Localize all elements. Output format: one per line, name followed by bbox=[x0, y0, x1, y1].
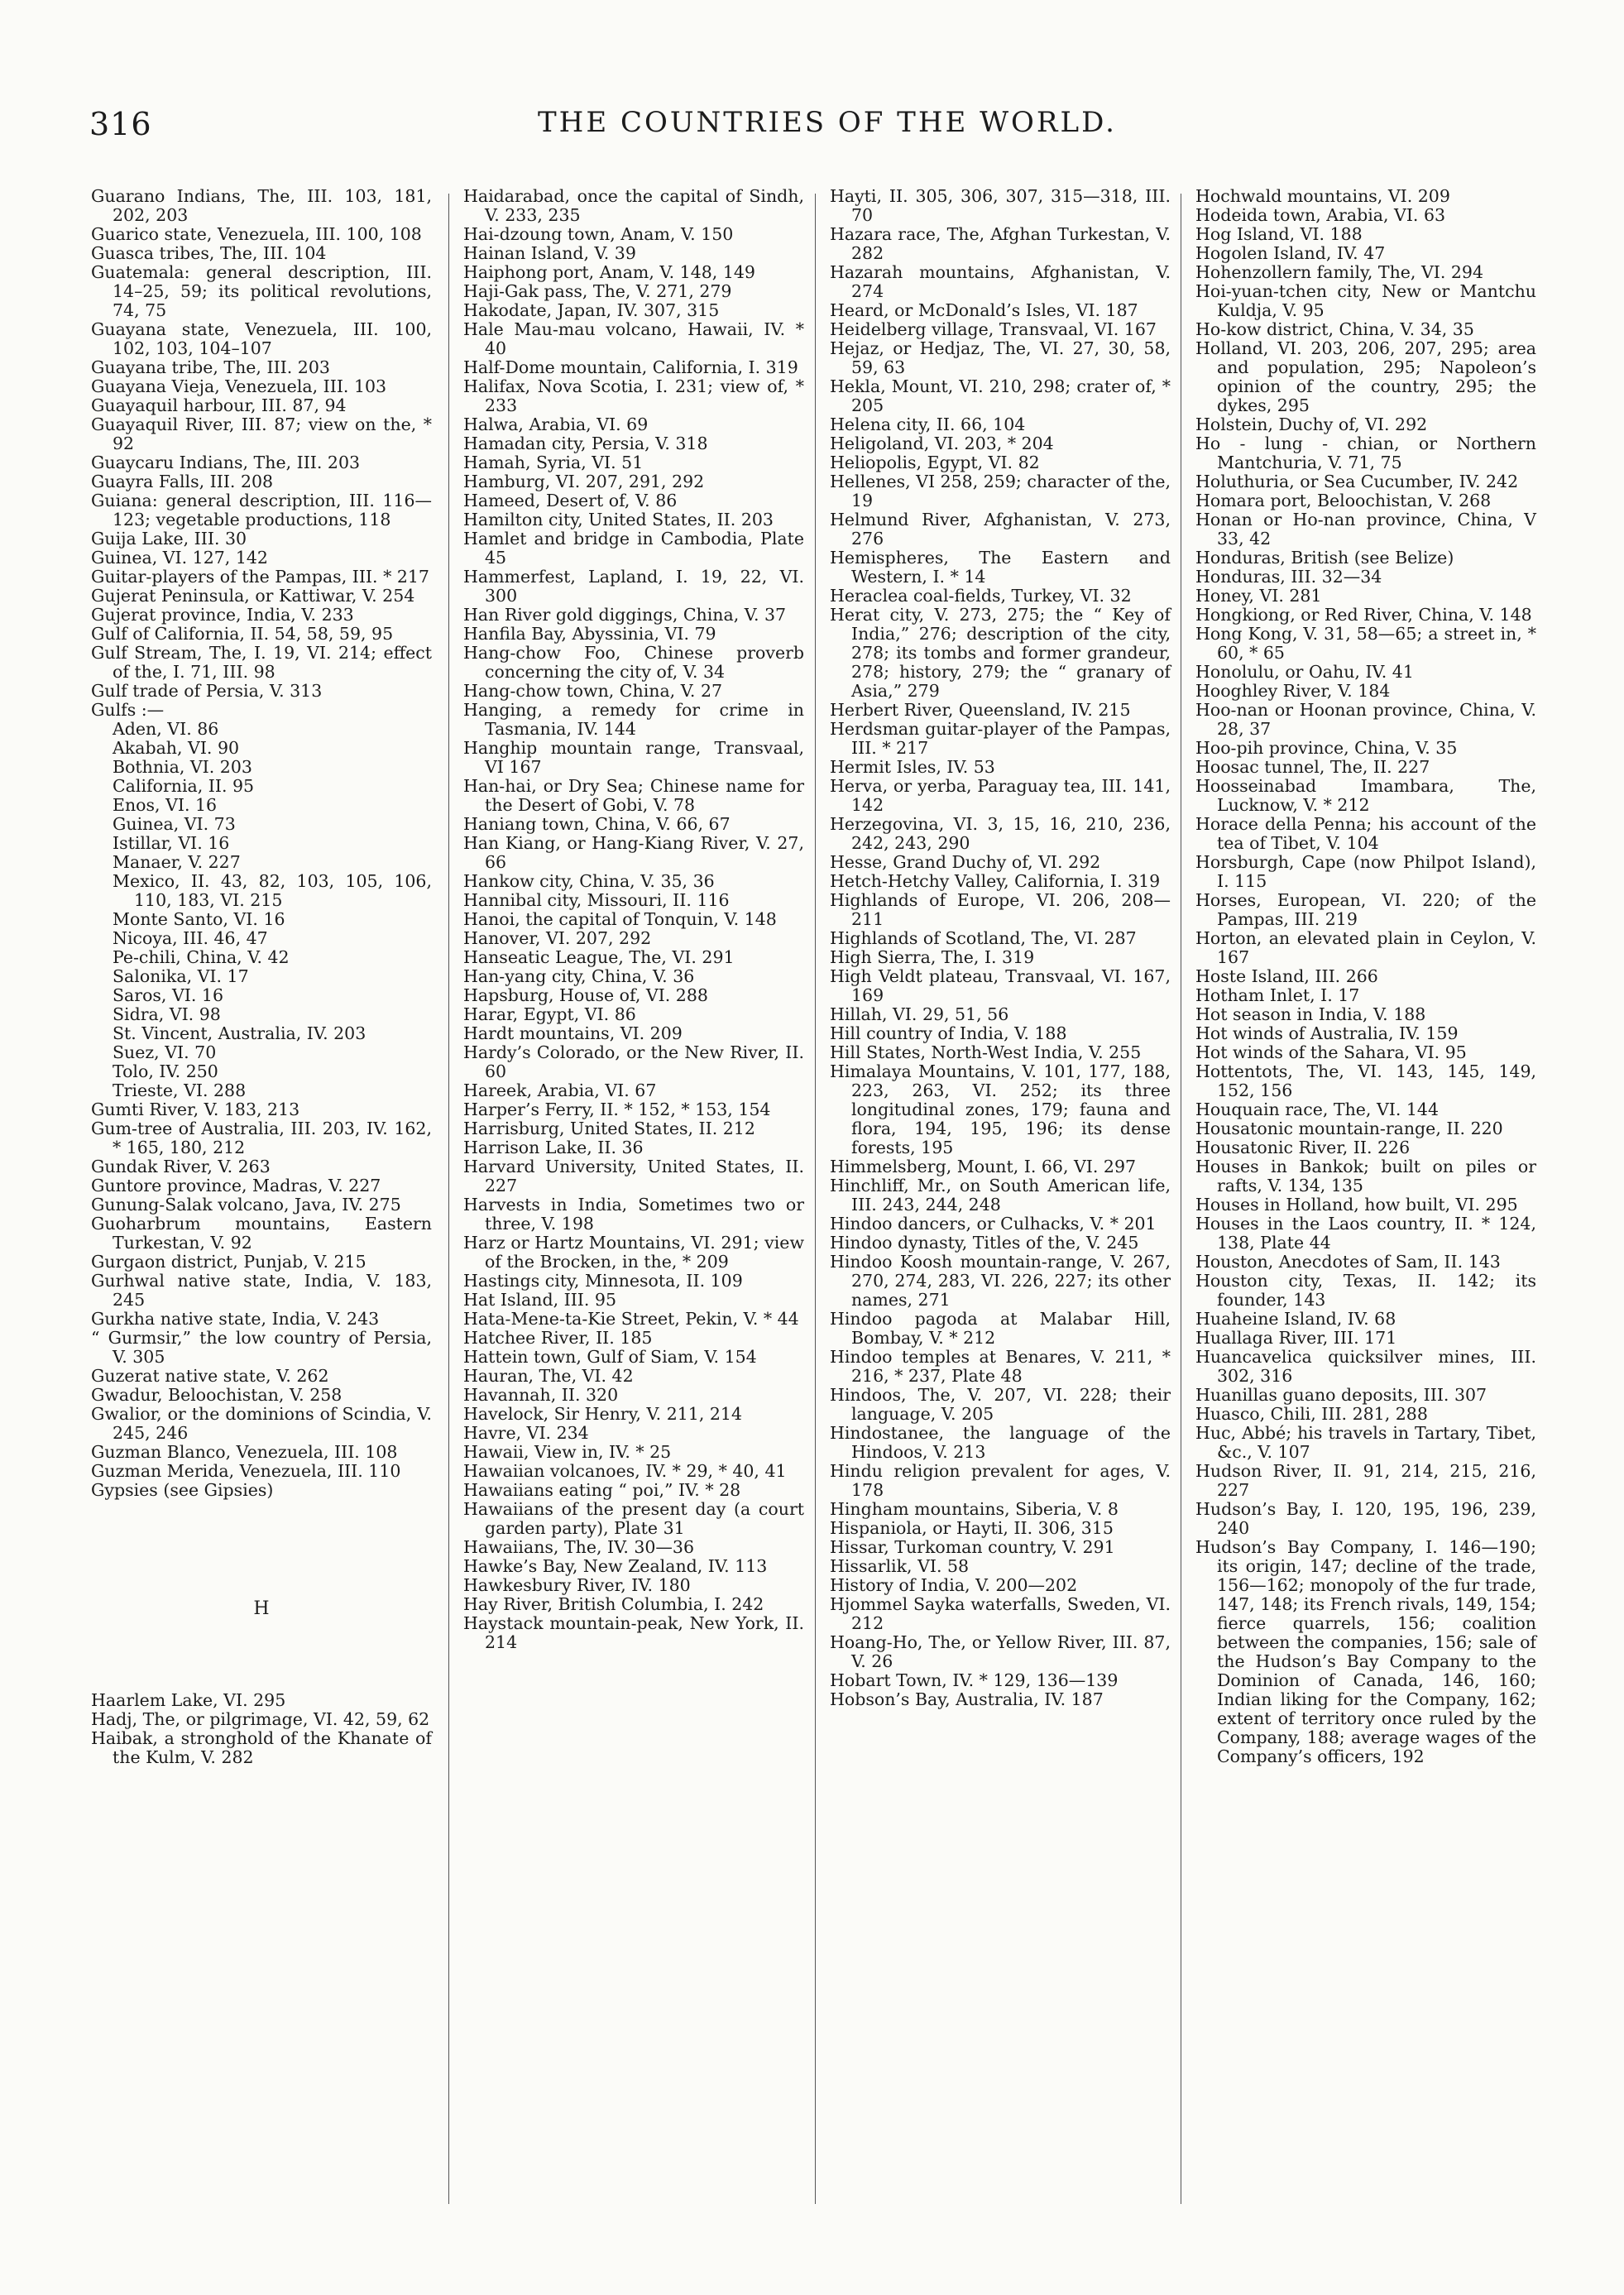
index-entry: Hanseatic League, The, VI. 291 bbox=[463, 947, 735, 967]
index-entry: Herat city, V. 273, 275; the “ Key of India,” 276; description of the city, 278; its tombs and former grandeur, 278; history, 279; the “ granary of Asia,” 279 bbox=[830, 605, 1171, 701]
index-entry: Helmund River, Afghanistan, V. 273, 276 bbox=[830, 510, 1171, 549]
index-entry: Herzegovina, VI. 3, 15, 16, 210, 236, 242, 243, 290 bbox=[830, 814, 1171, 853]
index-entry: Hanoi, the capital of Tonquin, V. 148 bbox=[463, 909, 777, 929]
index-entry: Guzman Blanco, Venezuela, III. 108 bbox=[91, 1442, 398, 1462]
index-entry: Hang-chow town, China, V. 27 bbox=[463, 681, 723, 701]
index-entry: Enos, VI. 16 bbox=[113, 795, 218, 815]
index-entry: Hata-Mene-ta-Kie Street, Pekin, V. * 44 bbox=[463, 1309, 799, 1329]
index-entry: Akabah, VI. 90 bbox=[113, 738, 240, 758]
index-entry: Hong Kong, V. 31, 58—65; a street in, * 60, * 65 bbox=[1195, 624, 1536, 663]
index-entry: Holland, VI. 203, 206, 207, 295; area and population, 295; Napoleon’s opinion of the country, 295; the dykes, 295 bbox=[1195, 338, 1536, 415]
index-entry: Hotham Inlet, I. 17 bbox=[1195, 985, 1360, 1005]
index-entry: Tolo, IV. 250 bbox=[113, 1061, 218, 1081]
index-entry: Sidra, VI. 98 bbox=[113, 1004, 221, 1024]
index-entry: Hillah, VI. 29, 51, 56 bbox=[830, 1004, 1009, 1024]
index-entry: Heraclea coal-fields, Turkey, VI. 32 bbox=[830, 586, 1132, 606]
index-entry: Han-hai, or Dry Sea; Chinese name for the Desert of Gobi, V. 78 bbox=[463, 776, 804, 815]
index-entries bbox=[1195, 187, 1536, 1766]
index-entry: Ho - lung - chian, or Northern Mantchuria, V. 71, 75 bbox=[1195, 434, 1536, 472]
index-entry: Guaycaru Indians, The, III. 203 bbox=[91, 453, 361, 472]
index-entry: Hissarlik, VI. 58 bbox=[830, 1556, 970, 1576]
index-entry: Houses in Bankok; built on piles or rafts, V. 134, 135 bbox=[1195, 1157, 1536, 1195]
index-columns bbox=[91, 187, 1547, 2255]
index-entry: Hannibal city, Missouri, II. 116 bbox=[463, 890, 730, 910]
index-entry: Hindoos, The, V. 207, VI. 228; their language, V. 205 bbox=[830, 1385, 1171, 1424]
index-entry: Himalaya Mountains, V. 101, 177, 188, 223, 263, VI. 252; its three longitudinal zones, 179; fauna and flora, 194, 195, 196; its dense forests, 195 bbox=[830, 1061, 1171, 1157]
index-entry: Highlands of Scotland, The, VI. 287 bbox=[830, 928, 1137, 948]
index-entry: Hodeida town, Arabia, VI. 63 bbox=[1195, 205, 1446, 225]
index-entry: Trieste, VI. 288 bbox=[113, 1080, 247, 1100]
index-entry: Hoosac tunnel, The, II. 227 bbox=[1195, 757, 1430, 777]
index-entry: Guiana: general description, III. 116—123; vegetable productions, 118 bbox=[91, 491, 432, 529]
index-entry: Hazara race, The, Afghan Turkestan, V. 282 bbox=[830, 224, 1171, 263]
index-entry: Salonika, VI. 17 bbox=[113, 966, 249, 986]
index-entry: Hetch-Hetchy Valley, California, I. 319 bbox=[830, 871, 1161, 891]
index-entry: Hemispheres, The Eastern and Western, I. * 14 bbox=[830, 548, 1171, 587]
index-entry: Hot season in India, V. 188 bbox=[1195, 1004, 1426, 1024]
index-entry: Gypsies (see Gipsies) bbox=[91, 1480, 274, 1500]
index-entry: Hermit Isles, IV. 53 bbox=[830, 757, 995, 777]
index-entry: Haiphong port, Anam, V. 148, 149 bbox=[463, 262, 755, 282]
index-entry: Hoi-yuan-tchen city, New or Mantchu Kuldja, V. 95 bbox=[1195, 281, 1536, 320]
index-entry: Aden, VI. 86 bbox=[113, 719, 219, 739]
index-entry: Huancavelica quicksilver mines, III. 302, 316 bbox=[1195, 1347, 1536, 1386]
index-entry: Harrison Lake, II. 36 bbox=[463, 1138, 644, 1157]
index-entry: Huasco, Chili, III. 281, 288 bbox=[1195, 1404, 1428, 1424]
index-entry: Horses, European, VI. 220; of the Pampas, III. 219 bbox=[1195, 890, 1536, 929]
index-entry: Hang-chow Foo, Chinese proverb concerning the city of, V. 34 bbox=[463, 643, 804, 682]
index-entry: Hazarah mountains, Afghanistan, V. 274 bbox=[830, 262, 1171, 301]
index-entry: Hinchliff, Mr., on South American life, III. 243, 244, 248 bbox=[830, 1176, 1171, 1215]
index-entry: Hindoo dancers, or Culhacks, V. * 201 bbox=[830, 1214, 1157, 1234]
index-entry: Gum-tree of Australia, III. 203, IV. 162, * 165, 180, 212 bbox=[91, 1119, 432, 1157]
index-entry: Huanillas guano deposits, III. 307 bbox=[1195, 1385, 1487, 1405]
index-entry: Hale Mau-mau volcano, Hawaii, IV. * 40 bbox=[463, 319, 804, 358]
index-entry: Hawke’s Bay, New Zealand, IV. 113 bbox=[463, 1556, 768, 1576]
index-entry: Hindoo Koosh mountain-range, V. 267, 270, 274, 283, VI. 226, 227; its other names, 271 bbox=[830, 1252, 1171, 1310]
index-entry: Hindoo temples at Benares, V. 211, * 216, * 237, Plate 48 bbox=[830, 1347, 1171, 1386]
index-entry: Hoosseinabad Imambara, The, Lucknow, V. * 212 bbox=[1195, 776, 1536, 815]
index-entry: Heliopolis, Egypt, VI. 82 bbox=[830, 453, 1040, 472]
index-entry: Huallaga River, III. 171 bbox=[1195, 1328, 1397, 1348]
index-entries bbox=[463, 187, 804, 1652]
index-entry: Guatemala: general description, III. 14–25, 59; its political revolutions, 74, 75 bbox=[91, 262, 432, 320]
index-entry: Harvests in India, Sometimes two or three, V. 198 bbox=[463, 1195, 804, 1234]
index-entry: Hongkiong, or Red River, China, V. 148 bbox=[1195, 605, 1532, 625]
index-entry: Guinea, VI. 73 bbox=[113, 814, 236, 834]
index-entry: Hindostanee, the language of the Hindoos, V. 213 bbox=[830, 1423, 1171, 1462]
index-entry: Gulfs :— bbox=[91, 700, 165, 720]
index-entry: Haji-Gak pass, The, V. 271, 279 bbox=[463, 281, 732, 301]
index-entry: Hammerfest, Lapland, I. 19, 22, VI. 300 bbox=[463, 567, 804, 606]
index-entry: Himmelsberg, Mount, I. 66, VI. 297 bbox=[830, 1157, 1137, 1176]
index-entry: Havannah, II. 320 bbox=[463, 1385, 619, 1405]
index-entry: Holuthuria, or Sea Cucumber, IV. 242 bbox=[1195, 472, 1519, 491]
index-entry: Han-yang city, China, V. 36 bbox=[463, 966, 695, 986]
index-entry: Gwalior, or the dominions of Scindia, V. 245, 246 bbox=[91, 1404, 432, 1443]
index-entry: Bothnia, VI. 203 bbox=[113, 757, 252, 777]
index-entries bbox=[830, 187, 1171, 1709]
index-entry: Harvard University, United States, II. 227 bbox=[463, 1157, 804, 1195]
index-entry: Hill States, North-West India, V. 255 bbox=[830, 1042, 1142, 1062]
index-entry: Honduras, British (see Belize) bbox=[1195, 548, 1454, 568]
index-entry: Guayana tribe, The, III. 203 bbox=[91, 357, 330, 377]
index-entry: Horace della Penna; his account of the tea of Tibet, V. 104 bbox=[1195, 814, 1536, 853]
index-entry: Hamadan city, Persia, V. 318 bbox=[463, 434, 708, 453]
index-entry: Houses in Holland, how built, VI. 295 bbox=[1195, 1195, 1518, 1215]
index-entry: Hochwald mountains, VI. 209 bbox=[1195, 186, 1450, 206]
index-entry: Hispaniola, or Hayti, II. 306, 315 bbox=[830, 1518, 1114, 1538]
index-entry: Han River gold diggings, China, V. 37 bbox=[463, 605, 787, 625]
index-entry: Gwadur, Beloochistan, V. 258 bbox=[91, 1385, 343, 1405]
index-entry: Hoo-pih province, China, V. 35 bbox=[1195, 738, 1458, 758]
index-entry: Guayana Vieja, Venezuela, III. 103 bbox=[91, 376, 387, 396]
index-entry: St. Vincent, Australia, IV. 203 bbox=[113, 1023, 366, 1043]
index-entry: Guzman Merida, Venezuela, III. 110 bbox=[91, 1461, 401, 1481]
index-entry: Houses in the Laos country, II. * 124, 138, Plate 44 bbox=[1195, 1214, 1536, 1253]
index-entry: Huc, Abbé; his travels in Tartary, Tibet, &c., V. 107 bbox=[1195, 1423, 1536, 1462]
index-entry: Hawkesbury River, IV. 180 bbox=[463, 1575, 691, 1595]
index-entry: Honey, VI. 281 bbox=[1195, 586, 1322, 606]
index-entry: Huaheine Island, IV. 68 bbox=[1195, 1309, 1396, 1329]
index-entry: Hindu religion prevalent for ages, V. 178 bbox=[830, 1461, 1171, 1500]
index-entry: Hill country of India, V. 188 bbox=[830, 1023, 1067, 1043]
index-entries-g-continued bbox=[91, 1100, 432, 1500]
index-entry: Herbert River, Queensland, IV. 215 bbox=[830, 700, 1131, 720]
index-entry: Hauran, The, VI. 42 bbox=[463, 1366, 634, 1386]
index-entry: Hai-dzoung town, Anam, V. 150 bbox=[463, 224, 734, 244]
index-entry: Haidarabad, once the capital of Sindh, V. 233, 235 bbox=[463, 186, 804, 225]
index-entry: Gujerat Peninsula, or Kattiwar, V. 254 bbox=[91, 586, 415, 606]
index-entry: Herva, or yerba, Paraguay tea, III. 141, 142 bbox=[830, 776, 1171, 815]
index-entry: Hindoo dynasty, Titles of the, V. 245 bbox=[830, 1233, 1139, 1253]
index-entry: Horton, an elevated plain in Ceylon, V. 167 bbox=[1195, 928, 1536, 967]
index-entry: Guasca tribes, The, III. 104 bbox=[91, 243, 327, 263]
index-entry: Guayaquil River, III. 87; view on the, * 92 bbox=[91, 414, 432, 453]
index-entry: Gulf Stream, The, I. 19, VI. 214; effect of the, I. 71, III. 98 bbox=[91, 643, 432, 682]
index-entry: Hellenes, VI 258, 259; character of the, 19 bbox=[830, 472, 1171, 510]
index-entry: Guija Lake, III. 30 bbox=[91, 529, 247, 549]
index-entry: Guayana state, Venezuela, III. 100, 102, 103, 104–107 bbox=[91, 319, 432, 358]
index-entry: Gurkha native state, India, V. 243 bbox=[91, 1309, 380, 1329]
index-entry: California, II. 95 bbox=[113, 776, 255, 796]
index-entries-g bbox=[91, 187, 432, 720]
index-entry: Hareek, Arabia, VI. 67 bbox=[463, 1080, 657, 1100]
index-entry: Guntore province, Madras, V. 227 bbox=[91, 1176, 381, 1195]
index-entry: Guitar-players of the Pampas, III. * 217 bbox=[91, 567, 429, 587]
index-entry: Hot winds of the Sahara, VI. 95 bbox=[1195, 1042, 1467, 1062]
index-entry: Hejaz, or Hedjaz, The, VI. 27, 30, 58, 59, 63 bbox=[830, 338, 1171, 377]
index-entry: Houston city, Texas, II. 142; its founder, 143 bbox=[1195, 1271, 1536, 1310]
index-entry: Gulf of California, II. 54, 58, 59, 95 bbox=[91, 624, 394, 644]
index-entry: Gujerat province, India, V. 233 bbox=[91, 605, 354, 625]
index-entry: Honan or Ho-nan province, China, V 33, 42 bbox=[1195, 510, 1536, 549]
section-letter-h: H bbox=[253, 1598, 270, 1619]
index-entry: Haibak, a stronghold of the Khanate of the Kulm, V. 282 bbox=[91, 1728, 432, 1767]
index-entry: Guarano Indians, The, III. 103, 181, 202, 203 bbox=[91, 186, 432, 225]
index-entry: Homara port, Beloochistan, V. 268 bbox=[1195, 491, 1492, 510]
index-entry: Haarlem Lake, VI. 295 bbox=[91, 1690, 286, 1710]
index-entry: Hogolen Island, IV. 47 bbox=[1195, 243, 1386, 263]
index-entry: Hayti, II. 305, 306, 307, 315—318, III. 70 bbox=[830, 186, 1171, 225]
index-entry: Han Kiang, or Hang-Kiang River, V. 27, 66 bbox=[463, 833, 804, 872]
index-entry: Guzerat native state, V. 262 bbox=[91, 1366, 329, 1386]
index-column-3 bbox=[830, 187, 1171, 1709]
index-entry: Suez, VI. 70 bbox=[113, 1042, 217, 1062]
index-entry: Hog Island, VI. 188 bbox=[1195, 224, 1363, 244]
index-entry: Heligoland, VI. 203, * 204 bbox=[830, 434, 1054, 453]
index-entry: Guinea, VI. 127, 142 bbox=[91, 548, 268, 568]
index-entry: Hot winds of Australia, IV. 159 bbox=[1195, 1023, 1459, 1043]
index-entry: Hawaiians eating “ poi,” IV. * 28 bbox=[463, 1480, 741, 1500]
index-column-2 bbox=[463, 187, 804, 1652]
index-entry: Hat Island, III. 95 bbox=[463, 1290, 617, 1310]
index-entries-h bbox=[91, 1691, 432, 1767]
index-entry: Hanging, a remedy for crime in Tasmania, IV. 144 bbox=[463, 700, 804, 739]
index-entry: Hooghley River, V. 184 bbox=[1195, 681, 1391, 701]
index-entry: Hardy’s Colorado, or the New River, II. 60 bbox=[463, 1042, 804, 1081]
index-entry: Hamlet and bridge in Cambodia, Plate 45 bbox=[463, 529, 804, 568]
index-entry: Herdsman guitar-player of the Pampas, III. * 217 bbox=[830, 719, 1171, 758]
index-entry: Hay River, British Columbia, I. 242 bbox=[463, 1594, 764, 1614]
index-entry: Gundak River, V. 263 bbox=[91, 1157, 271, 1176]
index-entry: Hankow city, China, V. 35, 36 bbox=[463, 871, 715, 891]
index-column-4 bbox=[1195, 187, 1536, 1766]
index-entry: Harz or Hartz Mountains, VI. 291; view of the Brocken, in the, * 209 bbox=[463, 1233, 804, 1272]
index-entry: Hapsburg, House of, VI. 288 bbox=[463, 985, 708, 1005]
index-column-1 bbox=[91, 187, 432, 1767]
index-entry: Havelock, Sir Henry, V. 211, 214 bbox=[463, 1404, 743, 1424]
index-entry: Gurhwal native state, India, V. 183, 245 bbox=[91, 1271, 432, 1310]
index-entry: Half-Dome mountain, California, I. 319 bbox=[463, 357, 798, 377]
index-entry: Hainan Island, V. 39 bbox=[463, 243, 636, 263]
index-entry: Hoo-nan or Hoonan province, China, V. 28, 37 bbox=[1195, 700, 1536, 739]
index-entry: Housatonic mountain-range, II. 220 bbox=[1195, 1119, 1503, 1138]
index-entry: Hindoo pagoda at Malabar Hill, Bombay, V. * 212 bbox=[830, 1309, 1171, 1348]
index-entry: Hudson River, II. 91, 214, 215, 216, 227 bbox=[1195, 1461, 1536, 1500]
index-entry: Hingham mountains, Siberia, V. 8 bbox=[830, 1499, 1119, 1519]
gulfs-subentries bbox=[91, 720, 432, 1100]
index-entry: Hameed, Desert of, V. 86 bbox=[463, 491, 678, 510]
index-entry: Guoharbrum mountains, Eastern Turkestan, V. 92 bbox=[91, 1214, 432, 1253]
index-entry: Hattein town, Gulf of Siam, V. 154 bbox=[463, 1347, 757, 1367]
index-entry: Hohenzollern family, The, VI. 294 bbox=[1195, 262, 1484, 282]
index-entry: Hudson’s Bay Company, I. 146—190; its origin, 147; decline of the trade, 156—162; monopoly of the fur trade, 147, 148; its French rivals, 149, 154; fierce quarrels, 156; coalition between the companies, 156; sale of the Hudson’s Bay Company to the Dominion of Canada, 146, 160; Indian liking for the Company, 162; extent of territory once ruled by the Company, 188; average wages of the Company’s officers, 192 bbox=[1195, 1537, 1536, 1766]
index-entry: Havre, VI. 234 bbox=[463, 1423, 589, 1443]
index-entry: Hatchee River, II. 185 bbox=[463, 1328, 653, 1348]
index-entry: Housatonic River, II. 226 bbox=[1195, 1138, 1411, 1157]
index-entry: Haniang town, China, V. 66, 67 bbox=[463, 814, 731, 834]
index-entry: Hastings city, Minnesota, II. 109 bbox=[463, 1271, 743, 1291]
index-entry: Hekla, Mount, VI. 210, 298; crater of, * 205 bbox=[830, 376, 1171, 415]
index-entry: Houston, Anecdotes of Sam, II. 143 bbox=[1195, 1252, 1501, 1272]
index-entry: Hanghip mountain range, Transvaal, VI 167 bbox=[463, 738, 804, 777]
index-entry: Istillar, VI. 16 bbox=[113, 833, 230, 853]
index-entry: Hottentots, The, VI. 143, 145, 149, 152, 156 bbox=[1195, 1061, 1536, 1100]
index-entry: Haystack mountain-peak, New York, II. 214 bbox=[463, 1613, 804, 1652]
index-entry: Saros, VI. 16 bbox=[113, 985, 223, 1005]
index-entry: Heidelberg village, Transvaal, VI. 167 bbox=[830, 319, 1157, 339]
index-entry: Highlands of Europe, VI. 206, 208—211 bbox=[830, 890, 1171, 929]
index-entry: Gurgaon district, Punjab, V. 215 bbox=[91, 1252, 366, 1272]
index-entry: Gunung-Salak volcano, Java, IV. 275 bbox=[91, 1195, 401, 1215]
index-entry: Guayaquil harbour, III. 87, 94 bbox=[91, 395, 347, 415]
page-title: THE COUNTRIES OF THE WORLD. bbox=[538, 106, 1117, 139]
index-entry: Monte Santo, VI. 16 bbox=[113, 909, 285, 929]
index-entry: Guarico state, Venezuela, III. 100, 108 bbox=[91, 224, 422, 244]
index-entry: Hadj, The, or pilgrimage, VI. 42, 59, 62 bbox=[91, 1709, 430, 1729]
page-number: 316 bbox=[89, 106, 152, 142]
index-entry: Hardt mountains, VI. 209 bbox=[463, 1023, 683, 1043]
index-entry: Gumti River, V. 183, 213 bbox=[91, 1100, 300, 1119]
index-entry: Manaer, V. 227 bbox=[113, 852, 241, 872]
index-entry: Guayra Falls, III. 208 bbox=[91, 472, 274, 491]
index-entry: Hakodate, Japan, IV. 307, 315 bbox=[463, 300, 720, 320]
index-entry: Helena city, II. 66, 104 bbox=[830, 414, 1026, 434]
index-entry: Hamburg, VI. 207, 291, 292 bbox=[463, 472, 705, 491]
index-entry: Halwa, Arabia, VI. 69 bbox=[463, 414, 649, 434]
index-entry: Pe-chili, China, V. 42 bbox=[113, 947, 290, 967]
index-entry: Hawaiians of the present day (a court garden party), Plate 31 bbox=[463, 1499, 804, 1538]
index-entry: Heard, or McDonald’s Isles, VI. 187 bbox=[830, 300, 1138, 320]
index-entry: Nicoya, III. 46, 47 bbox=[113, 928, 268, 948]
index-entry: Hanfila Bay, Abyssinia, VI. 79 bbox=[463, 624, 716, 644]
index-entry: High Sierra, The, I. 319 bbox=[830, 947, 1035, 967]
index-entry: High Veldt plateau, Transvaal, VI. 167, 169 bbox=[830, 966, 1171, 1005]
index-entry: Hawaiian volcanoes, IV. * 29, * 40, 41 bbox=[463, 1461, 787, 1481]
index-entry: Hobart Town, IV. * 129, 136—139 bbox=[830, 1670, 1119, 1690]
index-entry: Hjommel Sayka waterfalls, Sweden, VI. 212 bbox=[830, 1594, 1171, 1633]
index-entry: “ Gurmsir,” the low country of Persia, V. 305 bbox=[91, 1328, 432, 1367]
index-entry: Halifax, Nova Scotia, I. 231; view of, * 233 bbox=[463, 376, 804, 415]
index-entry: Hissar, Turkoman country, V. 291 bbox=[830, 1537, 1115, 1557]
index-entry: Harar, Egypt, VI. 86 bbox=[463, 1004, 636, 1024]
index-entry: Holstein, Duchy of, VI. 292 bbox=[1195, 414, 1428, 434]
index-entry: Hoste Island, III. 266 bbox=[1195, 966, 1378, 986]
index-entry: Hesse, Grand Duchy of, VI. 292 bbox=[830, 852, 1101, 872]
index-entry: Hoang-Ho, The, or Yellow River, III. 87, V. 26 bbox=[830, 1632, 1171, 1671]
index-entry: Hobson’s Bay, Australia, IV. 187 bbox=[830, 1689, 1104, 1709]
index-entry: Hanover, VI. 207, 292 bbox=[463, 928, 652, 948]
index-entry: Mexico, II. 43, 82, 103, 105, 106, 110, 183, VI. 215 bbox=[113, 871, 432, 910]
index-entry: Honolulu, or Oahu, IV. 41 bbox=[1195, 662, 1414, 682]
index-entry: Gulf trade of Persia, V. 313 bbox=[91, 681, 323, 701]
column-divider bbox=[815, 194, 816, 2204]
index-entry: Harrisburg, United States, II. 212 bbox=[463, 1119, 755, 1138]
running-head bbox=[0, 0, 1624, 165]
index-entry: Hawaii, View in, IV. * 25 bbox=[463, 1442, 672, 1462]
index-entry: Houquain race, The, VI. 144 bbox=[1195, 1100, 1440, 1119]
index-entry: Horsburgh, Cape (now Philpot Island), I. 115 bbox=[1195, 852, 1536, 891]
index-entry: Hawaiians, The, IV. 30—36 bbox=[463, 1537, 695, 1557]
column-divider bbox=[448, 194, 449, 2204]
index-entry: Ho-kow district, China, V. 34, 35 bbox=[1195, 319, 1474, 339]
index-entry: Hamilton city, United States, II. 203 bbox=[463, 510, 774, 529]
index-entry: History of India, V. 200—202 bbox=[830, 1575, 1078, 1595]
index-entry: Harper’s Ferry, II. * 152, * 153, 154 bbox=[463, 1100, 771, 1119]
index-entry: Hamah, Syria, VI. 51 bbox=[463, 453, 644, 472]
index-entry: Honduras, III. 32—34 bbox=[1195, 567, 1382, 587]
index-entry: Hudson’s Bay, I. 120, 195, 196, 239, 240 bbox=[1195, 1499, 1536, 1538]
